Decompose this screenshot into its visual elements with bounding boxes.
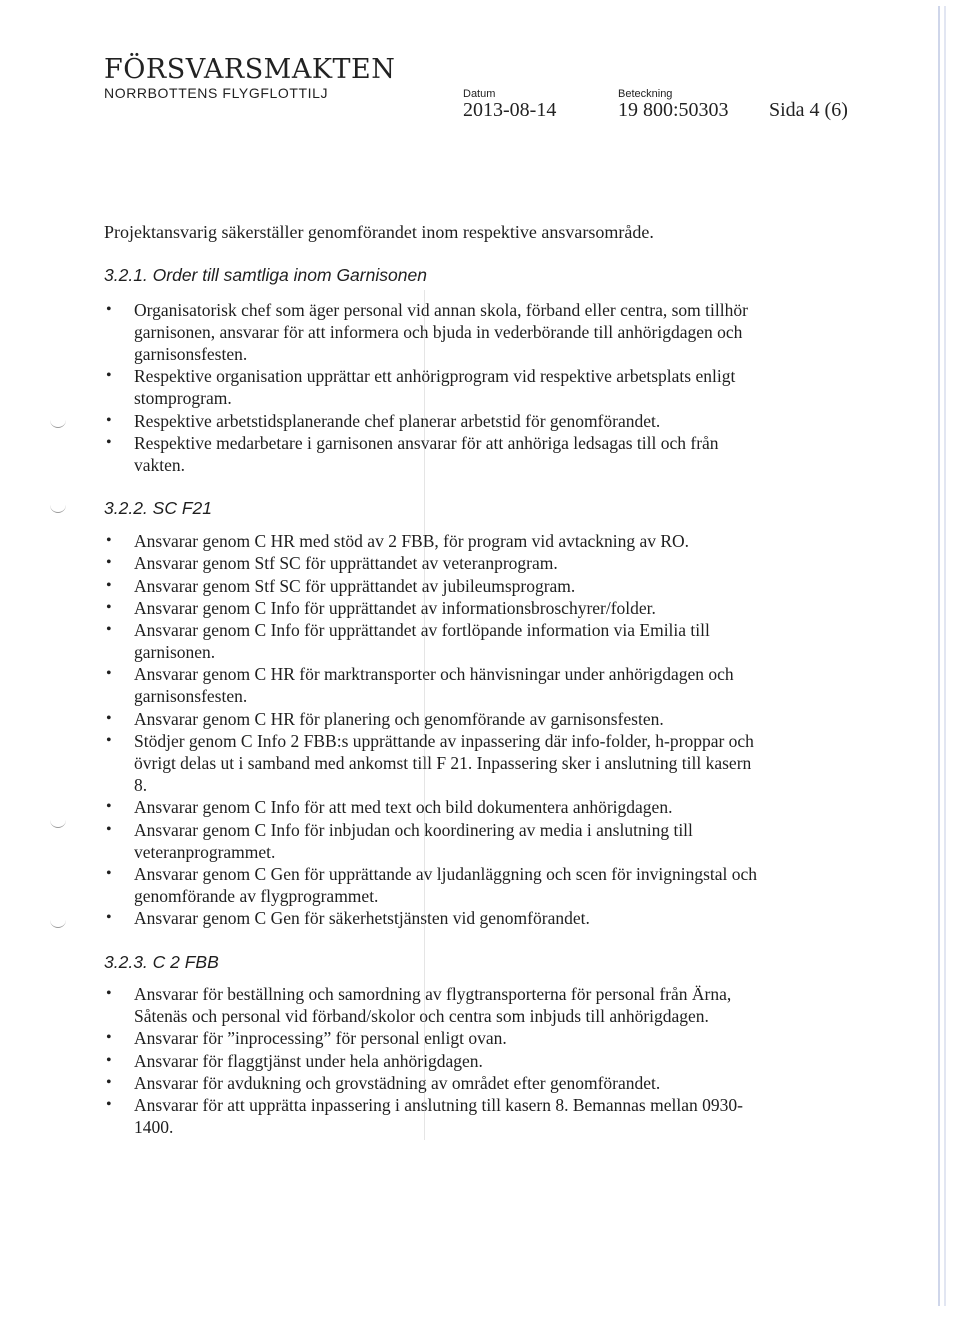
list-item: • Ansvarar genom C HR med stöd av 2 FBB, för program vid avtackning av RO.	[104, 530, 764, 552]
page-number: Sida 4 (6)	[769, 99, 848, 121]
scan-edge-line	[944, 6, 946, 1306]
scan-edge-line	[938, 6, 940, 1306]
reference-label: Beteckning	[618, 88, 673, 100]
list-item: • Ansvarar för att upprätta inpassering i anslutning till kasern 8. Bemannas mellan 0930-1400.	[104, 1094, 764, 1138]
list-item: • Ansvarar för flaggtjänst under hela anhörigdagen.	[104, 1050, 764, 1072]
section-heading-3-2-1: 3.2.1. Order till samtliga inom Garnisonen	[104, 265, 427, 285]
reference-value: 19 800:50303	[618, 99, 729, 121]
list-item: • Ansvarar genom C Info för upprättandet av fortlöpande information via Emilia till garnisonen.	[104, 619, 764, 663]
list-item: • Ansvarar för avdukning och grovstädning av området efter genomförandet.	[104, 1072, 764, 1094]
list-item: • Respektive medarbetare i garnisonen ansvarar för att anhöriga ledsagas till och från vakten.	[104, 432, 764, 476]
list-item: • Ansvarar genom C HR för planering och genomförande av garnisonsfesten.	[104, 708, 764, 730]
punch-hole-mark	[50, 418, 66, 428]
list-item: • Ansvarar genom C Info för upprättandet av informationsbroschyrer/folder.	[104, 597, 764, 619]
punch-hole-mark	[50, 818, 66, 828]
organization-name: FÖRSVARSMAKTEN	[104, 54, 396, 85]
list-item: • Respektive organisation upprättar ett anhörigprogram vid respektive arbetsplats enligt stomprogram.	[104, 365, 764, 409]
punch-hole-mark	[50, 918, 66, 928]
punch-hole-mark	[50, 503, 66, 513]
organization-unit: NORRBOTTENS FLYGFLOTTILJ	[104, 85, 329, 101]
list-item: • Ansvarar genom C Info för inbjudan och koordinering av media i anslutning till veteranprogrammet.	[104, 819, 764, 863]
list-item: • Ansvarar genom C Gen för upprättande av ljudanläggning och scen för invigningstal och genomförande av flygprogrammet.	[104, 863, 764, 907]
list-item: • Organisatorisk chef som äger personal vid annan skola, förband eller centra, som tillhör garnisonen, ansvarar för att informera och bjuda in vederbörande till anhörigdagen och garnisonsfesten.	[104, 299, 764, 365]
list-item: • Ansvarar genom C Gen för säkerhetstjänsten vid genomförandet.	[104, 907, 764, 929]
list-item: • Stödjer genom C Info 2 FBB:s upprättande av inpassering där info-folder, h-proppar och övrigt delas ut i samband med ankomst till F 21. Inpassering sker i anslutning till kasern 8.	[104, 730, 764, 796]
section-list-3-2-2	[104, 530, 764, 930]
letterhead	[104, 56, 395, 101]
scan-fold-line	[424, 290, 425, 1140]
list-item: • Ansvarar för ”inprocessing” för personal enligt ovan.	[104, 1027, 764, 1049]
section-list-3-2-3	[104, 983, 764, 1138]
date-label: Datum	[463, 88, 496, 100]
list-item: • Ansvarar för beställning och samordning av flygtransporterna för personal från Ärna, Såtenäs och personal vid förband/skolor och centra som inbjuds till anhörigdagen.	[104, 983, 764, 1027]
list-item: • Ansvarar genom Stf SC för upprättandet av jubileumsprogram.	[104, 575, 764, 597]
list-item: • Ansvarar genom Stf SC för upprättandet av veteranprogram.	[104, 552, 764, 574]
date-value: 2013-08-14	[463, 99, 557, 121]
intro-paragraph: Projektansvarig säkerställer genomförandet inom respektive ansvarsområde.	[104, 222, 654, 242]
section-list-3-2-1	[104, 299, 764, 476]
list-item: • Ansvarar genom C HR för marktransporter och hänvisningar under anhörigdagen och garnisonsfesten.	[104, 663, 764, 707]
section-heading-3-2-3: 3.2.3. C 2 FBB	[104, 952, 219, 972]
list-item: • Ansvarar genom C Info för att med text och bild dokumentera anhörigdagen.	[104, 796, 764, 818]
list-item: • Respektive arbetstidsplanerande chef planerar arbetstid för genomförandet.	[104, 410, 764, 432]
section-heading-3-2-2: 3.2.2. SC F21	[104, 498, 212, 518]
